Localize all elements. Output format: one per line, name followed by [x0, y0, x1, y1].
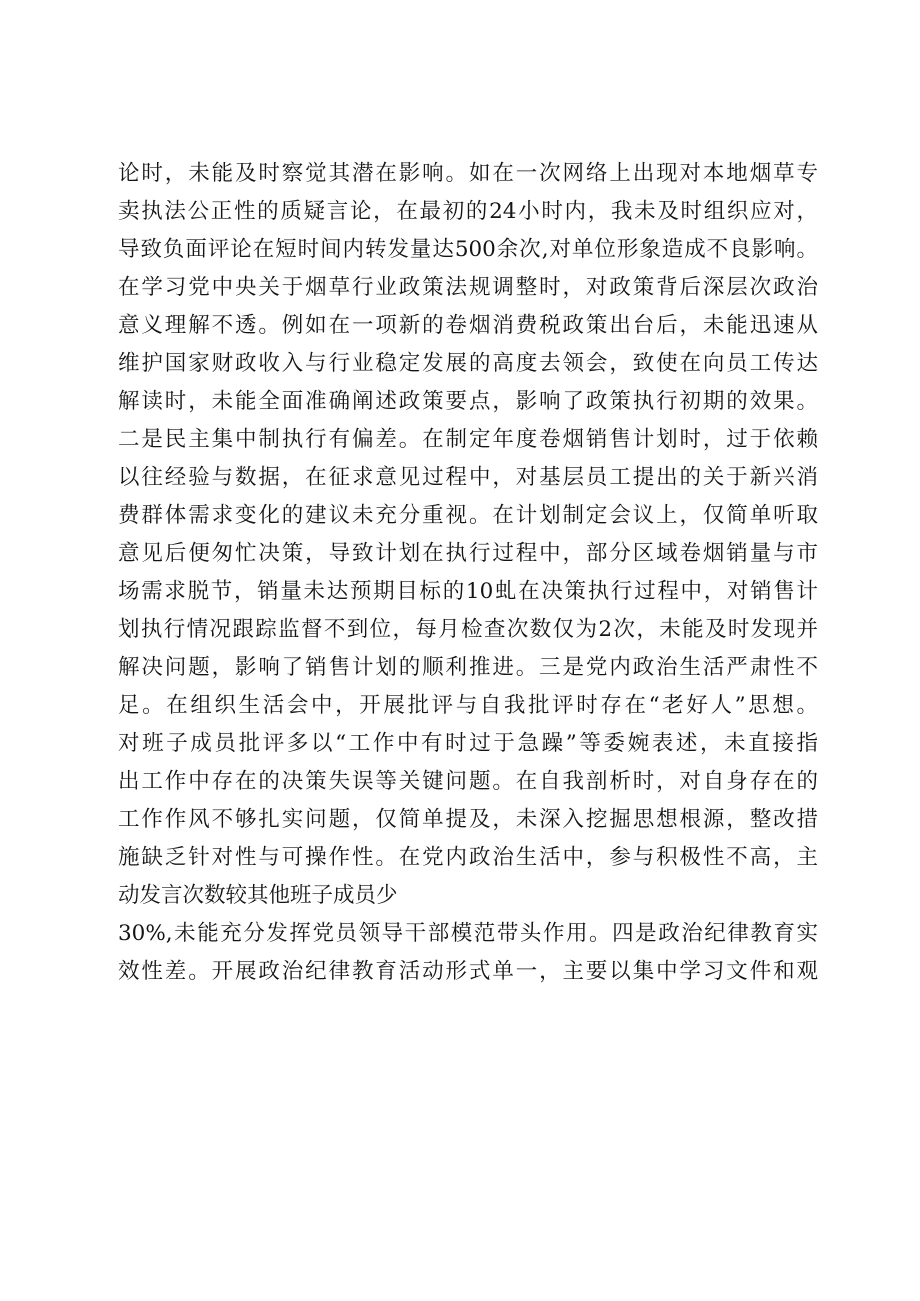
text-line: 解决问题，影响了销售计划的顺利推进。三是党内政治生活严肃性不	[118, 655, 818, 680]
text-line: 对班子成员批评多以“工作中有时过于急躁”等委婉表述，未直接指	[118, 731, 818, 756]
text-line: 维护国家财政收入与行业稳定发展的高度去领会，致使在向员工传达	[118, 351, 818, 376]
text-line: 动发言次数较其他班子成员少	[118, 883, 398, 908]
text-line: 30%,未能充分发挥党员领导干部模范带头作用。四是政治纪律教育实	[118, 921, 818, 946]
text-line: 以往经验与数据，在征求意见过程中，对基层员工提出的关于新兴消	[118, 465, 818, 490]
text-line: 出工作中存在的决策失误等关键问题。在自我剖析时，对自身存在的	[118, 769, 818, 794]
text-line: 导致负面评论在短时间内转发量达500余次,对单位形象造成不良影响。	[118, 237, 818, 262]
body-text	[118, 155, 818, 991]
text-line: 效性差。开展政治纪律教育活动形式单一，主要以集中学习文件和观	[118, 959, 818, 984]
text-line: 费群体需求变化的建议未充分重视。在计划制定会议上，仅简单听取	[118, 503, 818, 528]
text-line: 场需求脱节，销量未达预期目标的10虬在决策执行过程中，对销售计	[118, 579, 818, 604]
text-line: 卖执法公正性的质疑言论，在最初的24小时内，我未及时组织应对，	[118, 199, 818, 224]
text-line: 在学习党中央关于烟草行业政策法规调整时，对政策背后深层次政治	[118, 275, 818, 300]
text-line: 解读时，未能全面准确阐述政策要点，影响了政策执行初期的效果。	[118, 389, 818, 414]
text-line: 意义理解不透。例如在一项新的卷烟消费税政策出台后，未能迅速从	[118, 313, 818, 338]
text-line: 二是民主集中制执行有偏差。在制定年度卷烟销售计划时，过于依赖	[118, 427, 818, 452]
text-line: 论时，未能及时察觉其潜在影响。如在一次网络上出现对本地烟草专	[118, 161, 818, 186]
text-line: 意见后便匆忙决策，导致计划在执行过程中，部分区域卷烟销量与市	[118, 541, 818, 566]
text-line: 划执行情况跟踪监督不到位，每月检查次数仅为2次，未能及时发现并	[118, 617, 818, 642]
text-line: 足。在组织生活会中，开展批评与自我批评时存在“老好人”思想。	[118, 693, 818, 718]
text-line: 施缺乏针对性与可操作性。在党内政治生活中，参与积极性不高，主	[118, 845, 818, 870]
text-line: 工作作风不够扎实问题，仅简单提及，未深入挖掘思想根源，整改措	[118, 807, 818, 832]
